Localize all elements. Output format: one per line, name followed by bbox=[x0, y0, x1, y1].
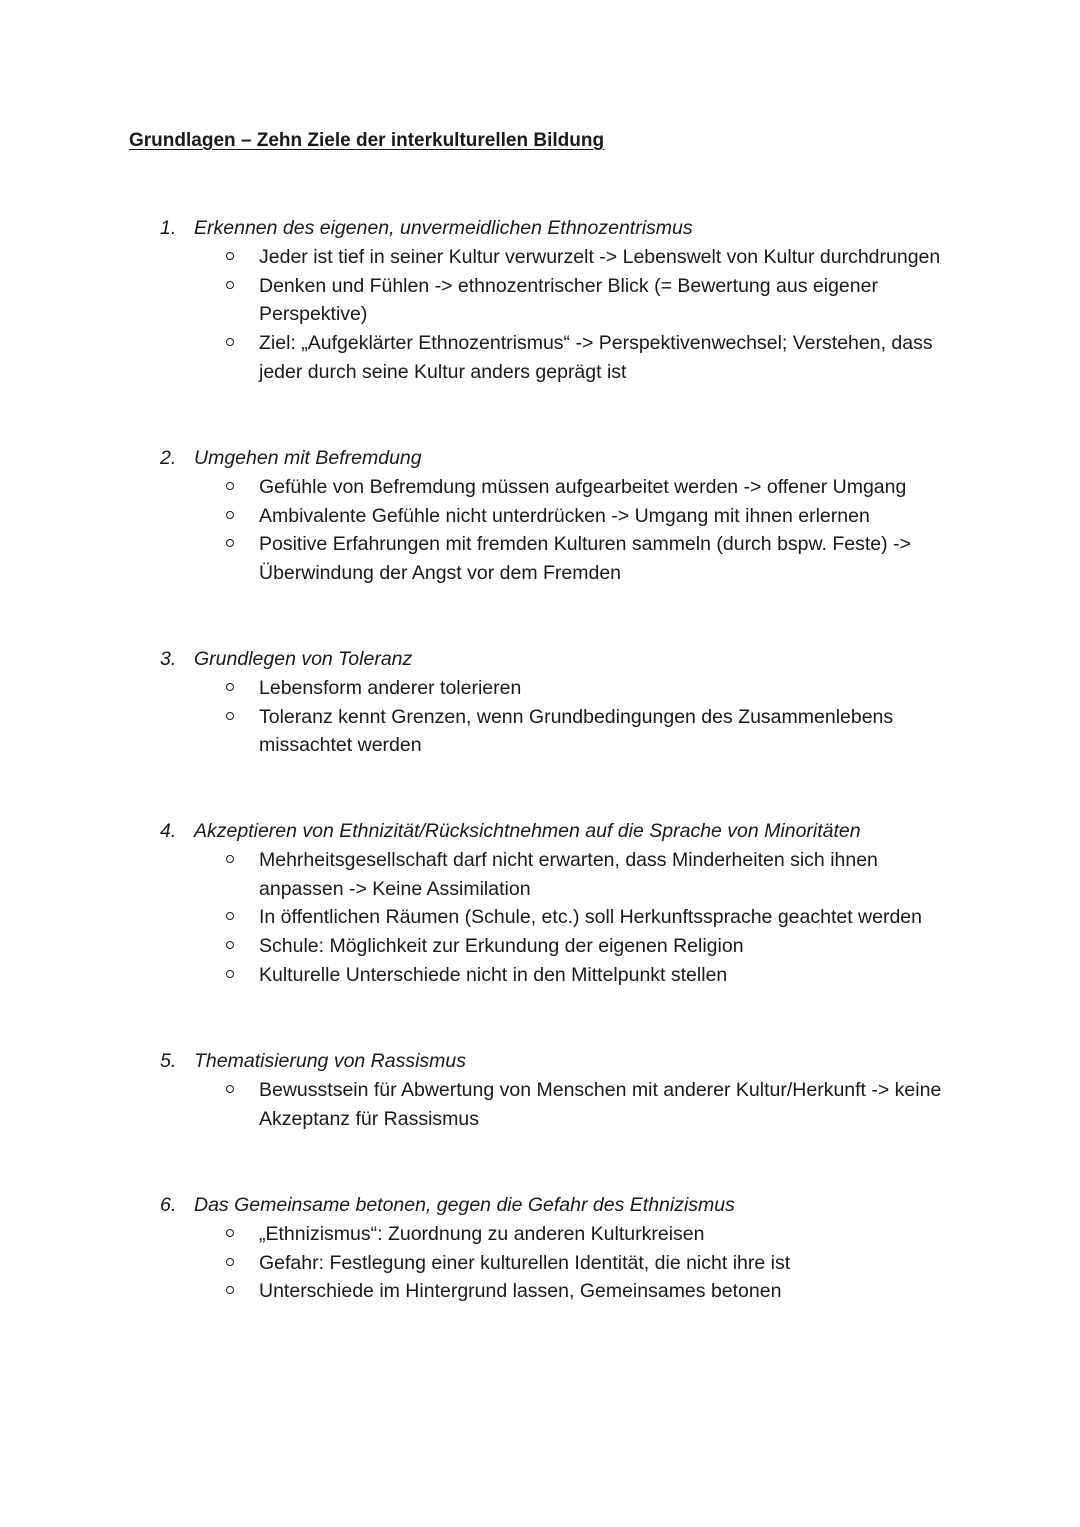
list-item bbox=[160, 1076, 960, 1133]
bullet-list bbox=[160, 1220, 960, 1306]
list-item bbox=[160, 530, 960, 587]
list-item bbox=[160, 1249, 960, 1278]
circle-bullet-icon bbox=[226, 281, 234, 289]
bullet-list bbox=[160, 473, 960, 588]
list-item-text: Ambivalente Gefühle nicht unterdrücken -> Umgang mit ihnen erlernen bbox=[259, 504, 870, 527]
list-item-text: Gefahr: Festlegung einer kulturellen Identität, die nicht ihre ist bbox=[259, 1251, 791, 1274]
circle-bullet-icon bbox=[226, 338, 234, 346]
circle-bullet-icon bbox=[226, 511, 234, 519]
list-item-text: Mehrheitsgesellschaft darf nicht erwarten, dass Minderheiten sich ihnen anpassen -> Keine Assimilation bbox=[259, 849, 878, 900]
section-number: 5. bbox=[160, 1050, 177, 1072]
list-item-text: Bewusstsein für Abwertung von Menschen mit anderer Kultur/Herkunft -> keine Akzeptanz für Rassismus bbox=[259, 1079, 942, 1130]
list-item-text: Schule: Möglichkeit zur Erkundung der eigenen Religion bbox=[259, 935, 744, 958]
document-title: Grundlagen – Zehn Ziele der interkulturellen Bildung bbox=[129, 130, 605, 151]
list-item bbox=[160, 961, 960, 990]
section-heading: Das Gemeinsame betonen, gegen die Gefahr des Ethnizismus bbox=[194, 1194, 735, 1216]
circle-bullet-icon bbox=[226, 970, 234, 978]
section-number: 3. bbox=[160, 648, 177, 670]
list-item-text: Gefühle von Befremdung müssen aufgearbeitet werden -> offener Umgang bbox=[259, 476, 907, 498]
circle-bullet-icon bbox=[226, 941, 234, 949]
section-heading: Umgehen mit Befremdung bbox=[194, 447, 422, 469]
circle-bullet-icon bbox=[226, 1085, 234, 1093]
section-heading: Akzeptieren von Ethnizität/Rücksichtnehmen auf die Sprache von Minoritäten bbox=[194, 820, 861, 842]
list-item bbox=[160, 703, 960, 760]
section-6 bbox=[160, 1191, 960, 1306]
list-item bbox=[160, 674, 960, 703]
list-item-text: Unterschiede im Hintergrund lassen, Gemeinsames betonen bbox=[259, 1280, 782, 1303]
circle-bullet-icon bbox=[226, 539, 234, 547]
circle-bullet-icon bbox=[226, 1258, 234, 1266]
circle-bullet-icon bbox=[226, 1286, 234, 1294]
list-item bbox=[160, 272, 960, 329]
list-item-text: Denken und Fühlen -> ethnozentrischer Blick (= Bewertung aus eigener Perspektive) bbox=[259, 274, 878, 326]
list-item bbox=[160, 502, 960, 531]
section-heading: Grundlegen von Toleranz bbox=[194, 648, 413, 670]
section-4 bbox=[160, 817, 960, 990]
list-item bbox=[160, 329, 960, 386]
circle-bullet-icon bbox=[226, 712, 234, 720]
list-item bbox=[160, 932, 960, 961]
circle-bullet-icon bbox=[226, 683, 234, 691]
section-heading: Thematisierung von Rassismus bbox=[194, 1050, 467, 1072]
section-1 bbox=[160, 214, 960, 387]
list-item bbox=[160, 1220, 960, 1249]
section-header bbox=[160, 214, 960, 243]
list-item-text: Jeder ist tief in seiner Kultur verwurzelt -> Lebenswelt von Kultur durchdrungen bbox=[259, 246, 941, 268]
list-item-text: Kulturelle Unterschiede nicht in den Mittelpunkt stellen bbox=[259, 963, 728, 986]
circle-bullet-icon bbox=[226, 912, 234, 920]
section-header bbox=[160, 817, 960, 846]
list-item-text: Ziel: „Aufgeklärter Ethnozentrismus“ -> Perspektivenwechsel; Verstehen, dass jeder durch seine Kultur anders geprägt ist bbox=[259, 332, 933, 383]
section-header bbox=[160, 1191, 960, 1220]
list-item bbox=[160, 1277, 960, 1306]
bullet-list bbox=[160, 846, 960, 990]
bullet-list bbox=[160, 243, 960, 387]
circle-bullet-icon bbox=[226, 482, 234, 490]
circle-bullet-icon bbox=[226, 1229, 234, 1237]
section-heading: Erkennen des eigenen, unvermeidlichen Ethnozentrismus bbox=[194, 217, 693, 239]
list-item-text: Lebensform anderer tolerieren bbox=[259, 677, 522, 699]
section-2 bbox=[160, 444, 960, 588]
bullet-list bbox=[160, 674, 960, 760]
list-item-text: „Ethnizismus“: Zuordnung zu anderen Kulturkreisen bbox=[259, 1223, 705, 1245]
section-number: 4. bbox=[160, 820, 177, 842]
circle-bullet-icon bbox=[226, 855, 234, 863]
circle-bullet-icon bbox=[226, 252, 234, 260]
list-item bbox=[160, 473, 960, 502]
list-item bbox=[160, 243, 960, 272]
section-header bbox=[160, 1047, 960, 1076]
section-number: 6. bbox=[160, 1194, 177, 1216]
section-number: 2. bbox=[160, 447, 177, 469]
section-number: 1. bbox=[160, 217, 177, 239]
section-3 bbox=[160, 645, 960, 760]
bullet-list bbox=[160, 1076, 960, 1133]
list-item-text: In öffentlichen Räumen (Schule, etc.) soll Herkunftssprache geachtet werden bbox=[259, 906, 922, 929]
list-item bbox=[160, 846, 960, 903]
list-item bbox=[160, 903, 960, 932]
section-header bbox=[160, 444, 960, 473]
list-item-text: Positive Erfahrungen mit fremden Kulturen sammeln (durch bspw. Feste) -> Überwindung der Angst vor dem Fremden bbox=[259, 533, 911, 585]
section-header bbox=[160, 645, 960, 674]
list-item-text: Toleranz kennt Grenzen, wenn Grundbedingungen des Zusammenlebens missachtet werden bbox=[259, 705, 894, 757]
section-5 bbox=[160, 1047, 960, 1133]
